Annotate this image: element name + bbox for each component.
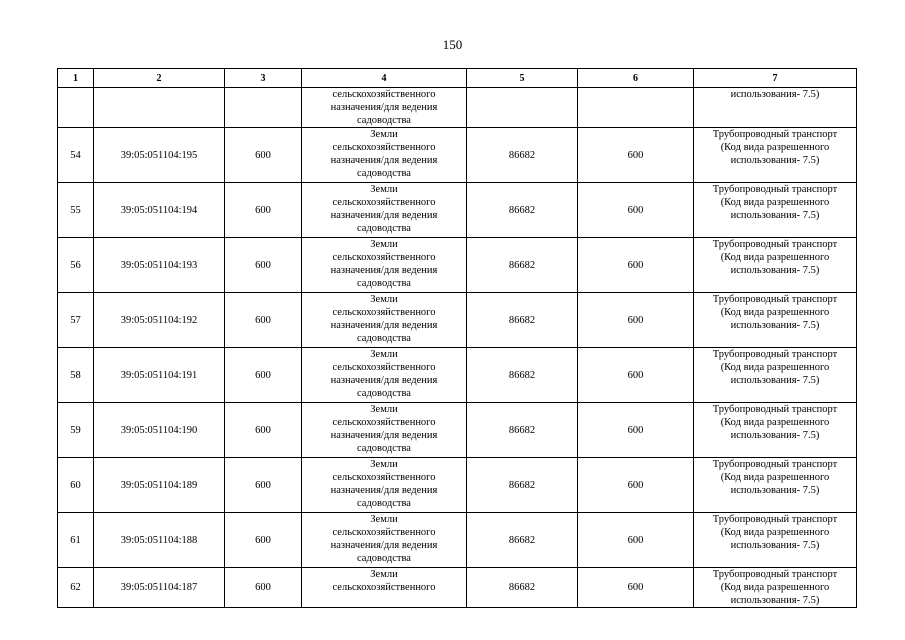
cadastral-number: 39:05:051104:187 — [94, 568, 225, 608]
table-row — [58, 403, 857, 458]
col5-value: 86682 — [467, 513, 578, 568]
row-number: 61 — [58, 513, 94, 568]
use-line: использования- 7.5) — [730, 265, 820, 276]
row-number: 55 — [58, 183, 94, 238]
land-category — [302, 293, 467, 348]
land-line: назначения/для ведения — [330, 265, 438, 276]
continuation-land-category — [302, 88, 467, 128]
land-line: назначения/для ведения — [330, 102, 438, 113]
land-line: назначения/для ведения — [330, 485, 438, 496]
land-line: сельскохозяйственного — [332, 307, 436, 318]
cadastral-number: 39:05:051104:193 — [94, 238, 225, 293]
land-line: сельскохозяйственного — [332, 89, 436, 100]
col6-value: 600 — [578, 348, 694, 403]
continuation-cell-empty — [94, 88, 225, 128]
use-line: (Код вида разрешенного — [720, 582, 830, 593]
land-line: сельскохозяйственного — [332, 472, 436, 483]
land-line: сельскохозяйственного — [332, 362, 436, 373]
land-category — [302, 513, 467, 568]
permitted-use — [694, 128, 857, 183]
area-value: 600 — [225, 458, 302, 513]
land-line: назначения/для ведения — [330, 155, 438, 166]
row-number: 60 — [58, 458, 94, 513]
page-number: 150 — [442, 37, 463, 52]
col5-value: 86682 — [467, 458, 578, 513]
header-col-1: 1 — [58, 69, 94, 88]
col6-value: 600 — [578, 293, 694, 348]
land-line: Земли — [370, 239, 398, 250]
permitted-use — [694, 403, 857, 458]
continuation-cell-empty — [225, 88, 302, 128]
use-line: Трубопроводный транспорт — [712, 349, 838, 360]
col6-value: 600 — [578, 128, 694, 183]
col6-value: 600 — [578, 458, 694, 513]
use-line: Трубопроводный транспорт — [712, 184, 838, 195]
land-line: назначения/для ведения — [330, 375, 438, 386]
permitted-use — [694, 513, 857, 568]
header-col-5: 5 — [467, 69, 578, 88]
use-line: использования- 7.5) — [730, 320, 820, 331]
row-number: 59 — [58, 403, 94, 458]
table-row — [58, 128, 857, 183]
area-value: 600 — [225, 238, 302, 293]
cadastral-number: 39:05:051104:188 — [94, 513, 225, 568]
use-line: (Код вида разрешенного — [720, 472, 830, 483]
table-row — [58, 293, 857, 348]
permitted-use — [694, 183, 857, 238]
use-line: использования- 7.5) — [730, 430, 820, 441]
area-value: 600 — [225, 513, 302, 568]
use-line: использования- 7.5) — [730, 210, 820, 221]
col5-value: 86682 — [467, 128, 578, 183]
land-category — [302, 238, 467, 293]
use-line: использования- 7.5) — [730, 155, 820, 166]
header-col-4: 4 — [302, 69, 467, 88]
header-col-2: 2 — [94, 69, 225, 88]
continuation-cell-empty — [467, 88, 578, 128]
land-line: Земли — [370, 294, 398, 305]
land-line: назначения/для ведения — [330, 540, 438, 551]
use-line: использования- 7.5) — [730, 89, 820, 100]
land-category — [302, 568, 467, 608]
col5-value: 86682 — [467, 293, 578, 348]
land-line: садоводства — [357, 388, 411, 399]
area-value: 600 — [225, 293, 302, 348]
use-line: (Код вида разрешенного — [720, 307, 830, 318]
table-row — [58, 238, 857, 293]
col6-value: 600 — [578, 403, 694, 458]
use-line: (Код вида разрешенного — [720, 142, 830, 153]
land-line: сельскохозяйственного — [332, 582, 436, 593]
land-line: садоводства — [357, 553, 411, 564]
land-line: Земли — [370, 129, 398, 140]
use-line: (Код вида разрешенного — [720, 527, 830, 538]
land-line: Земли — [370, 404, 398, 415]
use-line: Трубопроводный транспорт — [712, 294, 838, 305]
land-category — [302, 128, 467, 183]
land-category — [302, 348, 467, 403]
row-number: 57 — [58, 293, 94, 348]
col6-value: 600 — [578, 568, 694, 608]
land-line: сельскохозяйственного — [332, 417, 436, 428]
use-line: использования- 7.5) — [730, 485, 820, 496]
row-number: 56 — [58, 238, 94, 293]
land-line: сельскохозяйственного — [332, 197, 436, 208]
col6-value: 600 — [578, 183, 694, 238]
area-value: 600 — [225, 183, 302, 238]
land-line: назначения/для ведения — [330, 320, 438, 331]
area-value: 600 — [225, 128, 302, 183]
land-category — [302, 458, 467, 513]
use-line: использования- 7.5) — [730, 540, 820, 551]
permitted-use — [694, 568, 857, 608]
permitted-use — [694, 293, 857, 348]
use-line: Трубопроводный транспорт — [712, 459, 838, 470]
land-register-table — [57, 68, 857, 608]
area-value: 600 — [225, 403, 302, 458]
area-value: 600 — [225, 348, 302, 403]
cadastral-number: 39:05:051104:194 — [94, 183, 225, 238]
land-line: садоводства — [357, 333, 411, 344]
use-line: использования- 7.5) — [730, 375, 820, 386]
table-row — [58, 568, 857, 608]
use-line: (Код вида разрешенного — [720, 362, 830, 373]
use-line: (Код вида разрешенного — [720, 197, 830, 208]
land-line: садоводства — [357, 278, 411, 289]
table-row — [58, 513, 857, 568]
use-line: (Код вида разрешенного — [720, 252, 830, 263]
header-col-7: 7 — [694, 69, 857, 88]
land-line: Земли — [370, 514, 398, 525]
permitted-use — [694, 238, 857, 293]
col6-value: 600 — [578, 238, 694, 293]
table-row — [58, 458, 857, 513]
col5-value: 86682 — [467, 238, 578, 293]
land-line: назначения/для ведения — [330, 430, 438, 441]
land-line: Земли — [370, 569, 398, 580]
land-line: садоводства — [357, 168, 411, 179]
land-line: Земли — [370, 349, 398, 360]
header-row — [58, 69, 857, 88]
use-line: Трубопроводный транспорт — [712, 239, 838, 250]
use-line: Трубопроводный транспорт — [712, 569, 838, 580]
land-category — [302, 403, 467, 458]
col5-value: 86682 — [467, 348, 578, 403]
header-col-3: 3 — [225, 69, 302, 88]
cadastral-number: 39:05:051104:192 — [94, 293, 225, 348]
col5-value: 86682 — [467, 403, 578, 458]
col6-value: 600 — [578, 513, 694, 568]
land-line: Земли — [370, 459, 398, 470]
land-line: садоводства — [357, 115, 411, 126]
cadastral-number: 39:05:051104:189 — [94, 458, 225, 513]
use-line: (Код вида разрешенного — [720, 417, 830, 428]
land-category — [302, 183, 467, 238]
row-number: 62 — [58, 568, 94, 608]
col5-value: 86682 — [467, 568, 578, 608]
continuation-cell-empty — [578, 88, 694, 128]
use-line: Трубопроводный транспорт — [712, 129, 838, 140]
header-col-6: 6 — [578, 69, 694, 88]
use-line: Трубопроводный транспорт — [712, 404, 838, 415]
col5-value: 86682 — [467, 183, 578, 238]
row-number: 58 — [58, 348, 94, 403]
land-line: Земли — [370, 184, 398, 195]
area-value: 600 — [225, 568, 302, 608]
cadastral-number: 39:05:051104:190 — [94, 403, 225, 458]
land-line: назначения/для ведения — [330, 210, 438, 221]
cadastral-number: 39:05:051104:191 — [94, 348, 225, 403]
use-line: использования- 7.5) — [730, 595, 820, 606]
table-row — [58, 348, 857, 403]
permitted-use — [694, 348, 857, 403]
land-line: садоводства — [357, 223, 411, 234]
use-line: Трубопроводный транспорт — [712, 514, 838, 525]
land-line: сельскохозяйственного — [332, 252, 436, 263]
continuation-row — [58, 88, 857, 128]
land-line: сельскохозяйственного — [332, 527, 436, 538]
land-line: сельскохозяйственного — [332, 142, 436, 153]
land-line: садоводства — [357, 498, 411, 509]
land-line: садоводства — [357, 443, 411, 454]
permitted-use — [694, 458, 857, 513]
table-row — [58, 183, 857, 238]
continuation-permitted-use — [694, 88, 857, 128]
row-number: 54 — [58, 128, 94, 183]
cadastral-number: 39:05:051104:195 — [94, 128, 225, 183]
continuation-cell-empty — [58, 88, 94, 128]
